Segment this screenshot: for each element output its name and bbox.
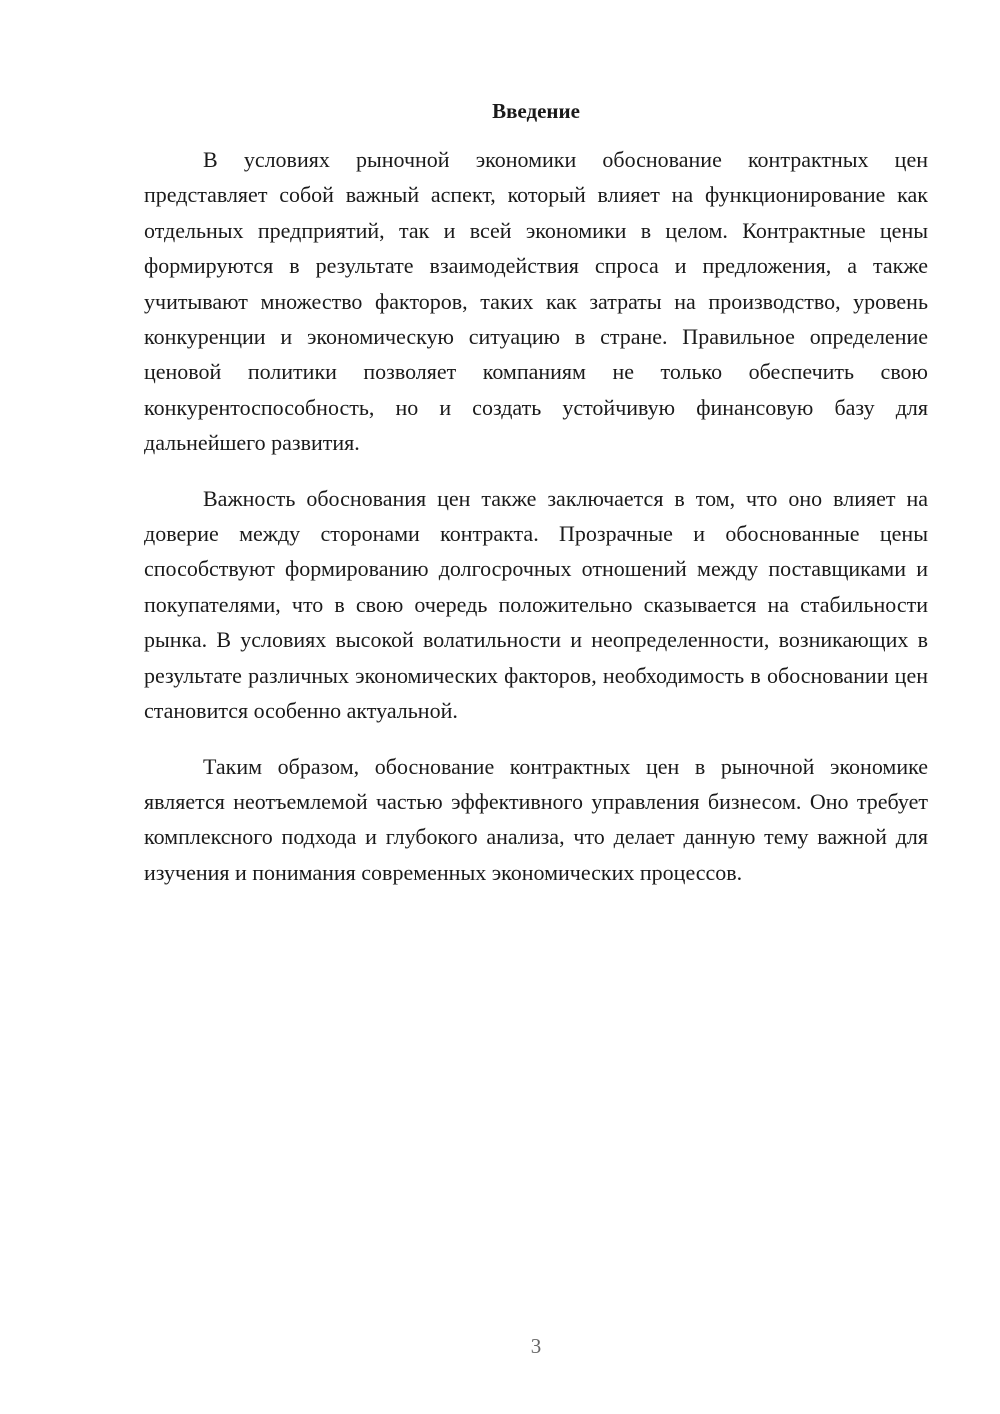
paragraph-3: Таким образом, обоснование контрактных цен в рыночной экономике является неотъемлемой частью эффективного управления бизнесом. Оно требует комплексного подхода и глубокого анализа, что делает данную тему важной для изучения и понимания современных экономических процессов. bbox=[144, 753, 928, 885]
page-number: 3 bbox=[530, 1334, 542, 1358]
section-title: Введение bbox=[492, 99, 580, 123]
body-text bbox=[144, 142, 928, 910]
paragraph-2: Важность обоснования цен также заключается в том, что оно влияет на доверие между сторонами контракта. Прозрачные и обоснованные цены способствуют формированию долгосрочных отношений между поставщиками и покупателями, что в свою очередь положительно сказывается на стабильности рынка. В условиях высокой волатильности и неопределенности, возникающих в результате различных экономических факторов, необходимость в обосновании цен становится особенно актуальной. bbox=[144, 485, 928, 724]
paragraph-1: В условиях рыночной экономики обоснование контрактных цен представляет собой важный аспект, который влияет на функционирование как отдельных предприятий, так и всей экономики в целом. Контрактные цены формируются в результате взаимодействия спроса и предложения, а также учитывают множество факторов, таких как затраты на производство, уровень конкуренции и экономическую ситуацию в стране. Правильное определение ценовой политики позволяет компаниям не только обеспечить свою конкурентоспособность, но и создать устойчивую финансовую базу для дальнейшего развития. bbox=[144, 147, 928, 456]
